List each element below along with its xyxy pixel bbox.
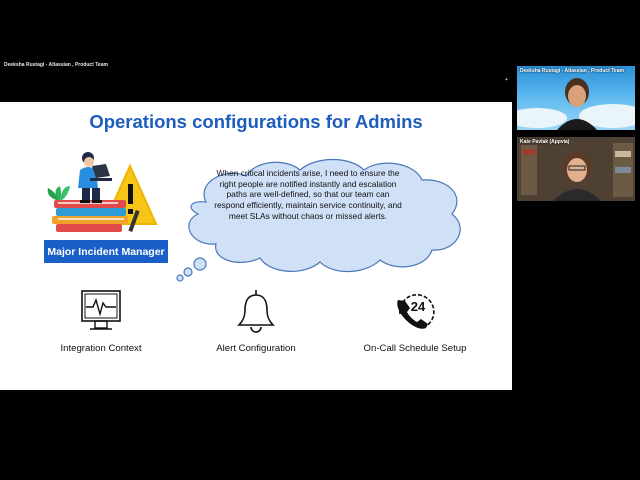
slide-title: Operations configurations for Admins <box>89 111 423 132</box>
feature-label: On-Call Schedule Setup <box>363 343 467 354</box>
persona-quote: When critical incidents arise, I need to ensure the right people are notified instantly and escalation paths are well-defined, so that our team can respond efficiently, maintain service continuity, and meet SLAs without chaos or missed alerts. <box>214 168 402 221</box>
feature-list <box>0 288 512 368</box>
bell-icon <box>233 288 279 334</box>
feature-integration-context <box>26 288 176 354</box>
participant-name-label: Kate Pavlak (Appvia) <box>520 139 570 145</box>
participant-name-label: Deeksha Rustagi - Atlassian , Product Team <box>520 68 624 74</box>
persona-illustration <box>46 148 166 234</box>
participant-video-tile[interactable] <box>517 66 635 130</box>
feature-label: Alert Configuration <box>216 343 296 354</box>
feature-on-call-schedule <box>340 288 490 354</box>
pointer-dot-icon: + <box>505 77 508 83</box>
persona-role-badge: Major Incident Manager <box>44 240 168 263</box>
presenter-name-label: Deeksha Rustagi - Atlassian , Product Team <box>4 62 108 68</box>
monitor-heartbeat-icon <box>78 288 124 334</box>
badge-24: 24 <box>410 299 426 314</box>
feature-alert-configuration <box>181 288 331 354</box>
shared-slide <box>0 102 512 390</box>
feature-label: Integration Context <box>60 343 142 354</box>
participant-video-tile[interactable] <box>517 137 635 201</box>
phone-24-icon <box>392 288 438 334</box>
